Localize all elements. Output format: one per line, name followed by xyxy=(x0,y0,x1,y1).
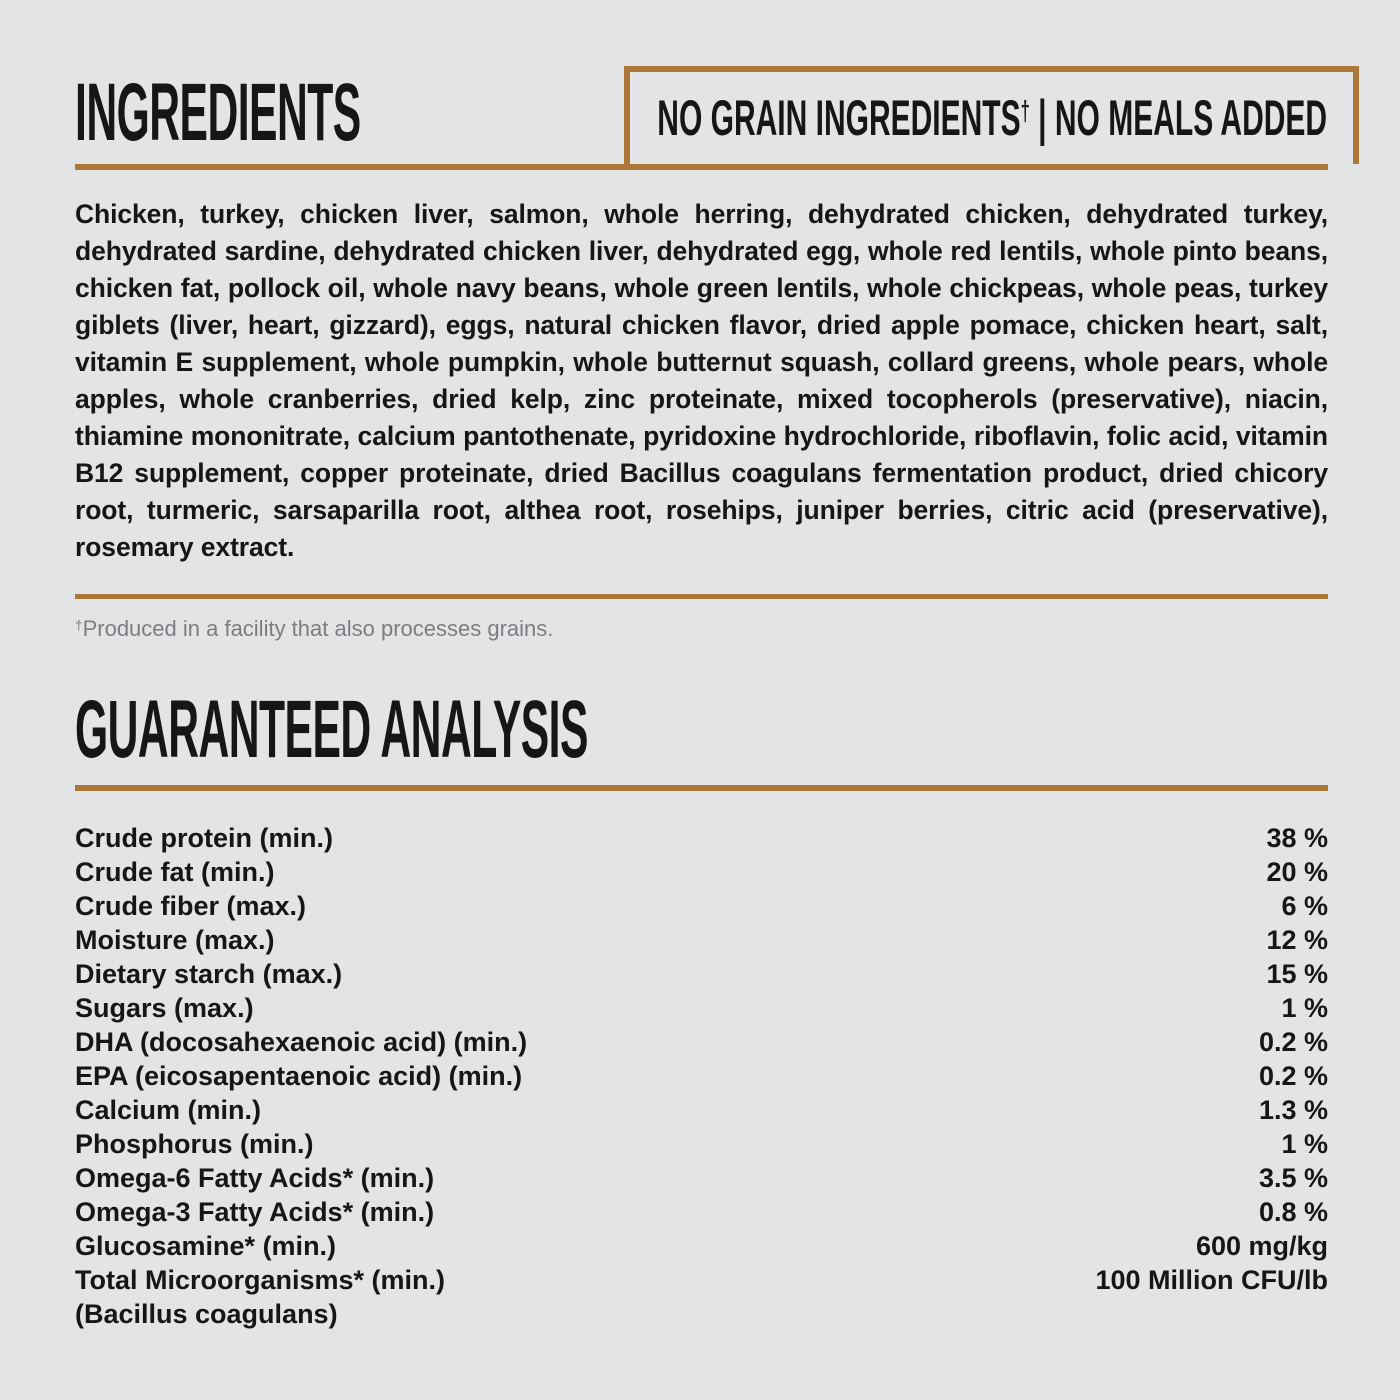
guaranteed-analysis-divider xyxy=(75,785,1328,791)
row-value: 600 mg/kg xyxy=(1195,1231,1328,1262)
row-value: 12 % xyxy=(1266,925,1328,956)
row-label: Sugars (max.) xyxy=(75,993,254,1024)
table-row xyxy=(75,1297,1328,1331)
table-row xyxy=(75,821,1328,855)
badge-text-before-dagger: NO GRAIN INGREDIENTS xyxy=(656,90,1021,146)
table-row xyxy=(75,991,1328,1025)
dagger-icon: † xyxy=(1020,94,1030,126)
table-row xyxy=(75,1229,1328,1263)
row-label: Dietary starch (max.) xyxy=(75,959,343,990)
row-label: Calcium (min.) xyxy=(75,1095,262,1126)
row-value: 3.5 % xyxy=(1258,1163,1328,1194)
table-row xyxy=(75,1059,1328,1093)
ingredients-header xyxy=(75,66,1328,170)
row-label: Crude protein (min.) xyxy=(75,823,333,854)
row-value: 1.3 % xyxy=(1258,1095,1328,1126)
no-grain-badge xyxy=(624,66,1359,164)
ingredients-paragraph: Chicken, turkey, chicken liver, salmon, whole herring, dehydrated chicken, dehydrated turkey, dehydrated sardine, dehydrated chicken liver, dehydrated egg, whole red lentils, whole pinto beans, chicken fat, pollock oil, whole navy beans, whole green lentils, whole chickpeas, whole peas, turkey giblets (liver, heart, gizzard), eggs, natural chicken flavor, dried apple pomace, chicken heart, salt, vitamin E supplement, whole pumpkin, whole butternut squash, collard greens, whole pears, whole apples, whole cranberries, dried kelp, zinc proteinate, mixed tocopherols (preservative), niacin, thiamine mononitrate, calcium pantothenate, pyridoxine hydrochloride, riboflavin, folic acid, vitamin B12 supplement, copper proteinate, dried Bacillus coagulans fermentation product, dried chicory root, turmeric, sarsaparilla root, althea root, rosehips, juniper berries, citric acid (preservative), rosemary extract. xyxy=(75,199,1328,562)
row-label: Moisture (max.) xyxy=(75,925,275,956)
row-value: 100 Million CFU/lb xyxy=(1095,1265,1328,1296)
row-value: 6 % xyxy=(1281,891,1328,922)
table-row xyxy=(75,1263,1328,1297)
row-label: Omega-6 Fatty Acids* (min.) xyxy=(75,1163,435,1194)
table-row xyxy=(75,1161,1328,1195)
badge-text-after-dagger: | NO MEALS ADDED xyxy=(1029,90,1327,146)
row-label: DHA (docosahexaenoic acid) (min.) xyxy=(75,1027,528,1058)
table-row xyxy=(75,1025,1328,1059)
facility-footnote xyxy=(75,612,1328,643)
no-grain-badge-text xyxy=(656,90,1327,146)
guaranteed-analysis-table xyxy=(75,821,1328,1331)
footnote-dagger-icon: † xyxy=(75,618,83,633)
row-value: 0.2 % xyxy=(1258,1061,1328,1092)
table-row xyxy=(75,1195,1328,1229)
table-row xyxy=(75,1127,1328,1161)
row-label: Phosphorus (min.) xyxy=(75,1129,314,1160)
footnote-divider xyxy=(75,594,1328,599)
table-row xyxy=(75,889,1328,923)
row-label: Crude fiber (max.) xyxy=(75,891,307,922)
row-value: 1 % xyxy=(1281,993,1328,1024)
guaranteed-analysis-title xyxy=(75,684,1328,776)
footnote-text: Produced in a facility that also processes grains. xyxy=(82,616,554,642)
row-label: (Bacillus coagulans) xyxy=(75,1299,338,1330)
row-value: 20 % xyxy=(1266,857,1328,888)
row-label: Total Microorganisms* (min.) xyxy=(75,1265,446,1296)
guaranteed-analysis-title-text: GUARANTEED ANALYSIS xyxy=(75,684,588,776)
row-label: EPA (eicosapentaenoic acid) (min.) xyxy=(75,1061,523,1092)
table-row xyxy=(75,1093,1328,1127)
row-value: 38 % xyxy=(1266,823,1328,854)
row-value: 15 % xyxy=(1266,959,1328,990)
ingredients-title xyxy=(75,67,624,158)
row-value: 1 % xyxy=(1281,1129,1328,1160)
ingredients-title-text: INGREDIENTS xyxy=(75,67,361,158)
row-label: Glucosamine* (min.) xyxy=(75,1231,337,1262)
row-label: Crude fat (min.) xyxy=(75,857,275,888)
table-row xyxy=(75,957,1328,991)
table-row xyxy=(75,923,1328,957)
row-label: Omega-3 Fatty Acids* (min.) xyxy=(75,1197,435,1228)
row-value: 0.2 % xyxy=(1258,1027,1328,1058)
table-row xyxy=(75,855,1328,889)
row-value: 0.8 % xyxy=(1258,1197,1328,1228)
